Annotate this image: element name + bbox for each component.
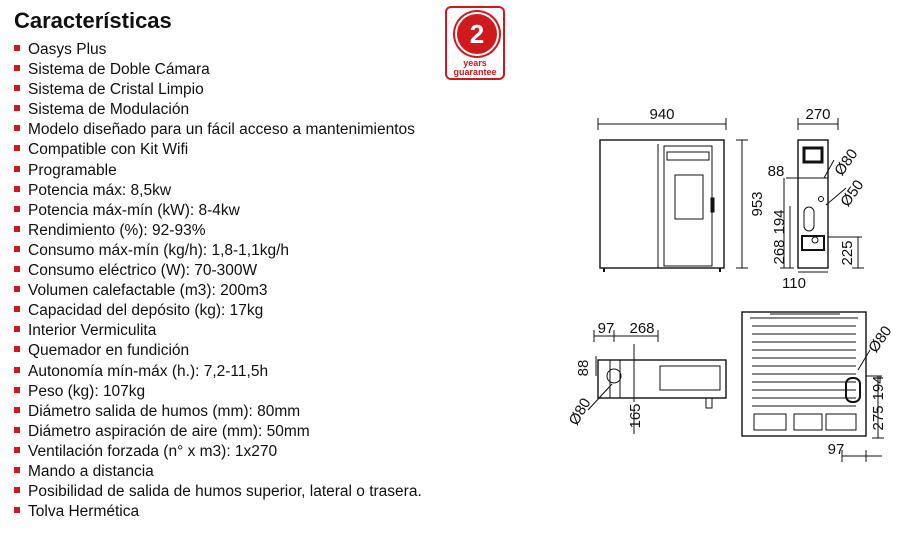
front-view-drawing: [598, 118, 748, 272]
feature-item: Diámetro aspiración de aire (mm): 50mm: [14, 422, 422, 442]
feature-item: Volumen calefactable (m3): 200m3: [14, 281, 422, 301]
side-depth-label: 270: [805, 106, 831, 123]
side-dim-88-label: 88: [767, 163, 785, 180]
feature-item: Quemador en fundición: [14, 341, 422, 361]
feature-item: Compatible con Kit Wifi: [14, 140, 422, 160]
top-view-drawing: [588, 330, 726, 434]
feature-item: Oasys Plus: [14, 40, 422, 60]
feature-item: Potencia máx-mín (kW): 8-4kw: [14, 201, 422, 221]
rear-dim-275-label: 275: [870, 405, 887, 431]
feature-item: Diámetro salida de humos (mm): 80mm: [14, 402, 422, 422]
feature-item: Capacidad del depósito (kg): 17kg: [14, 301, 422, 321]
top-dim-165-label: 165: [627, 403, 644, 429]
feature-item: Peso (kg): 107kg: [14, 382, 422, 402]
feature-item: Tolva Hermética: [14, 502, 422, 522]
feature-item: Sistema de Cristal Limpio: [14, 80, 422, 100]
feature-item: Mando a distancia: [14, 462, 422, 482]
rear-view-drawing: [742, 312, 884, 462]
side-dim-268-label: 268: [771, 239, 788, 265]
side-pipe-50-label: Ø50: [837, 176, 868, 210]
feature-item: Sistema de Doble Cámara: [14, 60, 422, 80]
feature-item: Rendimiento (%): 92-93%: [14, 221, 422, 241]
guarantee-years-label: years: [463, 58, 487, 68]
side-dim-110-label: 110: [782, 275, 806, 292]
feature-item: Ventilación forzada (n° x m3): 1x270: [14, 442, 422, 462]
feature-item: Consumo eléctrico (W): 70-300W: [14, 261, 422, 281]
feature-item: Sistema de Modulación: [14, 100, 422, 120]
guarantee-label: guarantee: [453, 67, 497, 77]
side-pipe-80-label: Ø80: [831, 145, 862, 179]
top-dim-88-label: 88: [575, 359, 592, 377]
guarantee-years-number: 2: [455, 12, 499, 56]
feature-item: Potencia máx: 8,5kw: [14, 181, 422, 201]
top-pipe-80-label: Ø80: [565, 395, 595, 429]
feature-item: Programable: [14, 161, 422, 181]
side-dim-194-label: 194: [771, 209, 788, 235]
front-width-label: 940: [649, 106, 675, 123]
feature-item: Interior Vermiculita: [14, 321, 422, 341]
front-height-label: 953: [749, 191, 766, 217]
top-dim-97-label: 97: [597, 320, 615, 337]
feature-item: Modelo diseñado para un fácil acceso a mantenimientos: [14, 120, 422, 140]
top-dim-268-label: 268: [629, 320, 655, 337]
rear-pipe-80-label: Ø80: [865, 322, 896, 356]
section-title: Características: [14, 8, 172, 33]
feature-item: Autonomía mín-máx (h.): 7,2-11,5h: [14, 362, 422, 382]
feature-item: Consumo máx-mín (kg/h): 1,8-1,1kg/h: [14, 241, 422, 261]
rear-dim-97-label: 97: [827, 441, 845, 458]
rear-dim-194-label: 194: [870, 375, 887, 401]
side-dim-225-label: 225: [839, 240, 856, 266]
feature-item: Posibilidad de salida de humos superior, lateral o trasera.: [14, 482, 422, 502]
